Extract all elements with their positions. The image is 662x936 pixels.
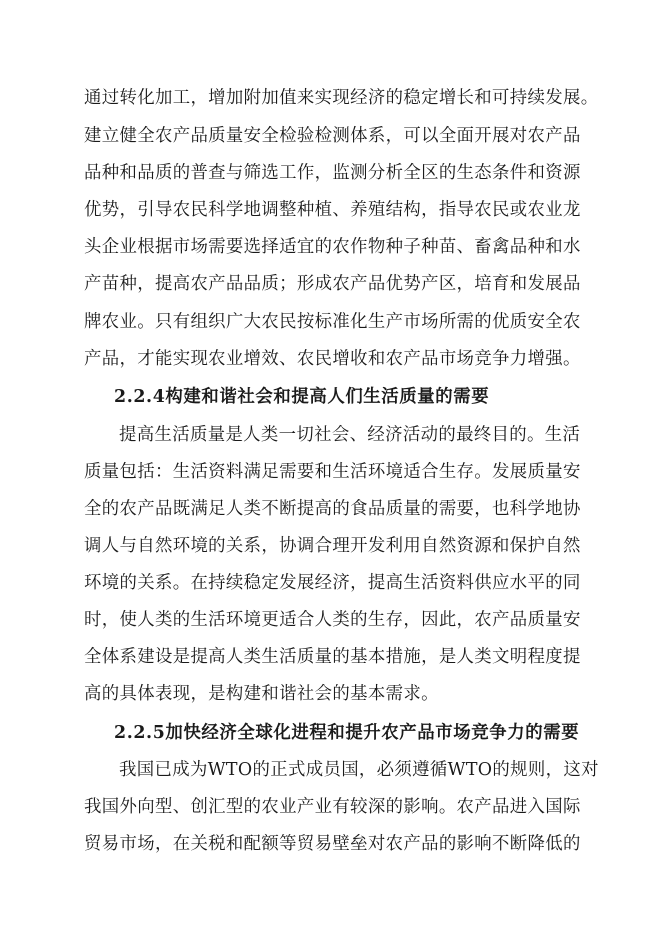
paragraph-2-line: 时，使人类的生活环境更适合人类的生存，因此，农产品质量安 xyxy=(84,610,581,630)
paragraph-1-line: 牌农业。只有组织广大农民按标准化生产市场所需的优质安全农 xyxy=(84,312,581,332)
paragraph-3-line: 我国已成为WTO的正式成员国，必须遵循WTO的规则，这对 xyxy=(119,760,599,780)
paragraph-2-line: 质量包括：生活资料满足需要和生活环境适合生存。发展质量安 xyxy=(84,462,581,482)
paragraph-2-line: 全的农产品既满足人类不断提高的食品质量的需要，也科学地协 xyxy=(84,499,581,519)
paragraph-1-line: 通过转化加工，增加附加值来实现经济的稳定增长和可持续发展。 xyxy=(84,88,599,108)
paragraph-2-line: 提高生活质量是人类一切社会、经济活动的最终目的。生活 xyxy=(119,425,581,445)
paragraph-3-line: 我国外向型、创汇型的农业产业有较深的影响。农产品进入国际 xyxy=(84,797,581,817)
paragraph-2-line: 环境的关系。在持续稳定发展经济，提高生活资料供应水平的同 xyxy=(84,573,581,593)
paragraph-2-line: 调人与自然环境的关系，协调合理开发利用自然资源和保护自然 xyxy=(84,536,581,556)
paragraph-1-line: 产苗种，提高农产品品质；形成农产品优势产区，培育和发展品 xyxy=(84,274,581,294)
paragraph-1-line: 头企业根据市场需要选择适宜的农作物种子种苗、畜禽品种和水 xyxy=(84,237,581,257)
section-heading-2-2-4: 2.2.4构建和谐社会和提高人们生活质量的需要 xyxy=(114,387,490,407)
section-heading-2-2-5: 2.2.5加快经济全球化进程和提升农产品市场竞争力的需要 xyxy=(114,723,580,743)
paragraph-2-line: 高的具体表现，是构建和谐社会的基本需求。 xyxy=(84,684,439,704)
paragraph-3-line: 贸易市场，在关税和配额等贸易壁垒对农产品的影响不断降低的 xyxy=(84,834,581,854)
paragraph-1-line: 品种和品质的普查与筛选工作，监测分析全区的生态条件和资源 xyxy=(84,163,581,183)
paragraph-1-line: 优势，引导农民科学地调整种植、养殖结构，指导农民或农业龙 xyxy=(84,200,581,220)
paragraph-1-line: 产品，才能实现农业增效、农民增收和农产品市场竞争力增强。 xyxy=(84,349,581,369)
paragraph-1-line: 建立健全农产品质量安全检验检测体系，可以全面开展对农产品 xyxy=(84,126,581,146)
paragraph-2-line: 全体系建设是提高人类生活质量的基本措施，是人类文明程度提 xyxy=(84,647,581,667)
